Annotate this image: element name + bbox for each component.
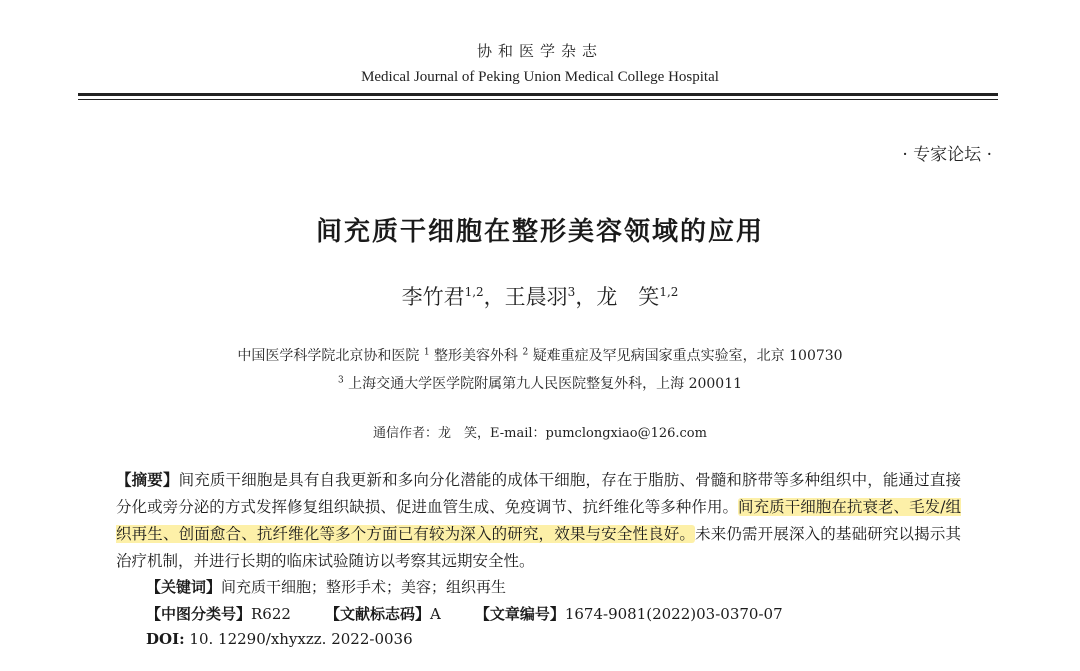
author-affiliation-mark: 1,2 [659, 285, 679, 299]
affiliation-line-1 [0, 345, 1080, 365]
affiliation-mark: 2 [522, 347, 529, 358]
article-number-label: 【文章编号】 [474, 605, 565, 623]
corresponding-author: 通信作者：龙 笑，E-mail：pumclongxiao@126.com [373, 426, 707, 441]
keywords-label: 【关键词】 [146, 578, 222, 596]
abstract-text: 间充质干细胞是具有自我更新和多向分化潜能的成体干细胞，存在于脂肪、骨髓和脐带等多种组织中，能通过直接分化或旁分泌的方式发挥修复组织缺损、促进血管生成、免疫调节、抗纤维化等多种作用。 [116, 471, 961, 516]
abstract-label: 【摘要】 [116, 470, 179, 489]
abstract-text: 未来仍需开展深入的基础研究以揭示其治疗机制，并进行长期的临床试验随访以考察其远期安全性。 [116, 525, 961, 570]
doc-code-label: 【文献标志码】 [324, 605, 430, 623]
doi-value[interactable]: 10. 12290/xhyxzz. 2022-0036 [189, 630, 413, 648]
affiliation-dept: 疑难重症及罕见病国家重点实验室，北京 100730 [532, 348, 843, 364]
affiliation-institution: 上海交通大学医学院附属第九人民医院整复外科，上海 200011 [348, 376, 743, 392]
affiliation-dept: 整形美容外科 [434, 348, 519, 364]
journal-title-en: Medical Journal of Peking Union Medical College Hospital [361, 69, 719, 85]
header-rule-thick [78, 93, 998, 96]
keywords-value: 间充质干细胞；整形手术；美容；组织再生 [221, 578, 507, 596]
section-tag: · 专家论坛 · [902, 145, 992, 165]
author-separator: ， [575, 285, 597, 309]
keywords-line [146, 576, 506, 597]
affiliation-line-2 [0, 373, 1080, 393]
clc-value: R622 [251, 605, 291, 623]
classification-line [146, 603, 783, 624]
author-name: 龙 笑 [596, 285, 660, 309]
affiliation-institution: 中国医学科学院北京协和医院 [237, 348, 420, 364]
article-title: 间充质干细胞在整形美容领域的应用 [315, 217, 764, 247]
clc-label: 【中图分类号】 [146, 605, 252, 623]
author-affiliation-mark: 1,2 [464, 285, 484, 299]
doc-code-value: A [429, 605, 441, 623]
author-separator: ， [483, 285, 505, 309]
doi-label: DOI: [146, 630, 185, 648]
affiliation-mark: 1 [423, 347, 430, 358]
header-rule-thin [78, 99, 998, 100]
abstract [116, 466, 961, 575]
author-affiliation-mark: 3 [567, 285, 576, 299]
author-name: 王晨羽 [504, 285, 568, 309]
doi-line [146, 630, 413, 648]
article-number-value: 1674-9081(2022)03-0370-07 [564, 605, 783, 623]
affiliation-mark: 3 [337, 375, 344, 386]
author-name: 李竹君 [401, 285, 465, 309]
journal-title-cn: 协和医学杂志 [476, 42, 603, 60]
abstract-highlight: 间充质干细胞在抗衰老、毛发/组织再生、创面愈合、抗纤维化等多个方面已有较为深入的研究，效果与安全性良好。 [116, 498, 961, 543]
author-list [0, 281, 1080, 311]
